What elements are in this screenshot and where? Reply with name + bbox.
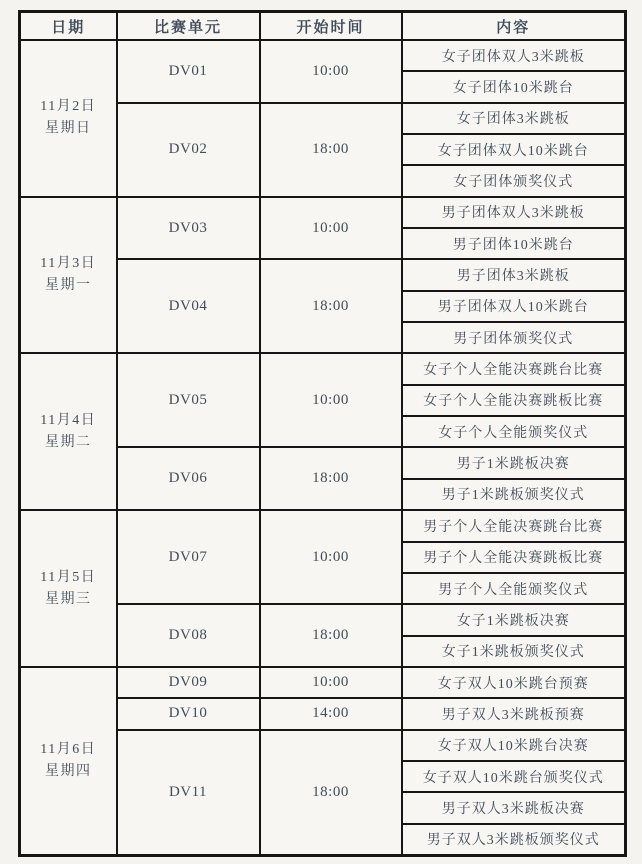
event-cell: 男子团体双人3米跳板 [402,197,626,228]
date-cell [20,353,117,510]
event-cell: 男子个人全能决赛跳板比赛 [402,542,626,573]
date-line: 11月2日 [40,99,97,115]
event-cell: 男子个人全能决赛跳台比赛 [402,510,626,541]
unit-cell: DV07 [117,510,260,604]
schedule-row [20,40,626,71]
time-cell: 10:00 [260,667,402,698]
event-cell: 女子团体3米跳板 [402,103,626,134]
date-cell [20,197,117,354]
time-cell: 18:00 [260,730,402,856]
unit-cell: DV03 [117,197,260,260]
event-cell: 女子个人全能决赛跳台比赛 [402,353,626,384]
time-cell: 10:00 [260,510,402,604]
unit-cell: DV11 [117,730,260,856]
column-header-time: 开始时间 [260,12,402,41]
header-row [20,12,626,41]
time-cell: 10:00 [260,353,402,447]
schedule-row [20,197,626,228]
column-header-event: 内容 [402,12,626,41]
schedule-table-body [20,40,626,856]
date-line: 星期二 [45,434,92,450]
unit-cell: DV10 [117,698,260,729]
event-cell: 男子团体10米跳台 [402,228,626,259]
event-cell: 男子团体颁奖仪式 [402,322,626,353]
column-header-unit: 比赛单元 [117,12,260,41]
unit-cell: DV08 [117,604,260,667]
schedule-row [20,667,626,698]
event-cell: 女子团体颁奖仪式 [402,165,626,196]
event-cell: 男子1米跳板颁奖仪式 [402,479,626,510]
event-cell: 女子团体双人10米跳台 [402,134,626,165]
date-line: 星期一 [45,278,92,294]
event-cell: 男子团体3米跳板 [402,259,626,290]
date-line: 11月3日 [40,256,97,272]
unit-cell: DV02 [117,103,260,197]
date-line: 11月6日 [40,741,97,757]
date-line: 星期四 [45,763,92,779]
event-cell: 女子团体双人3米跳板 [402,40,626,71]
event-cell: 女子双人10米跳台预赛 [402,667,626,698]
unit-cell: DV06 [117,447,260,510]
time-cell: 18:00 [260,447,402,510]
date-line: 星期日 [45,121,92,137]
date-cell [20,667,117,856]
column-header-date: 日期 [20,12,117,41]
event-cell: 女子团体10米跳台 [402,71,626,102]
date-line: 11月4日 [40,412,97,428]
unit-cell: DV04 [117,259,260,353]
schedule-row [20,510,626,541]
time-cell: 10:00 [260,197,402,260]
event-cell: 男子双人3米跳板颁奖仪式 [402,824,626,856]
event-cell: 女子双人10米跳台颁奖仪式 [402,761,626,792]
schedule-table [18,10,627,857]
time-cell: 10:00 [260,40,402,103]
date-line: 11月5日 [40,569,97,585]
event-cell: 女子个人全能决赛跳板比赛 [402,385,626,416]
unit-cell: DV05 [117,353,260,447]
event-cell: 女子个人全能颁奖仪式 [402,416,626,447]
time-cell: 14:00 [260,698,402,729]
date-cell [20,40,117,197]
event-cell: 男子1米跳板决赛 [402,447,626,478]
event-cell: 女子1米跳板颁奖仪式 [402,636,626,667]
time-cell: 18:00 [260,604,402,667]
time-cell: 18:00 [260,103,402,197]
time-cell: 18:00 [260,259,402,353]
schedule-row [20,353,626,384]
event-cell: 女子1米跳板决赛 [402,604,626,635]
date-line: 星期三 [45,591,92,607]
unit-cell: DV01 [117,40,260,103]
event-cell: 男子团体双人10米跳台 [402,291,626,322]
event-cell: 男子双人3米跳板决赛 [402,792,626,823]
schedule-table-header [20,12,626,41]
event-cell: 男子双人3米跳板预赛 [402,698,626,729]
date-cell [20,510,117,667]
unit-cell: DV09 [117,667,260,698]
event-cell: 男子个人全能颁奖仪式 [402,573,626,604]
event-cell: 女子双人10米跳台决赛 [402,730,626,761]
